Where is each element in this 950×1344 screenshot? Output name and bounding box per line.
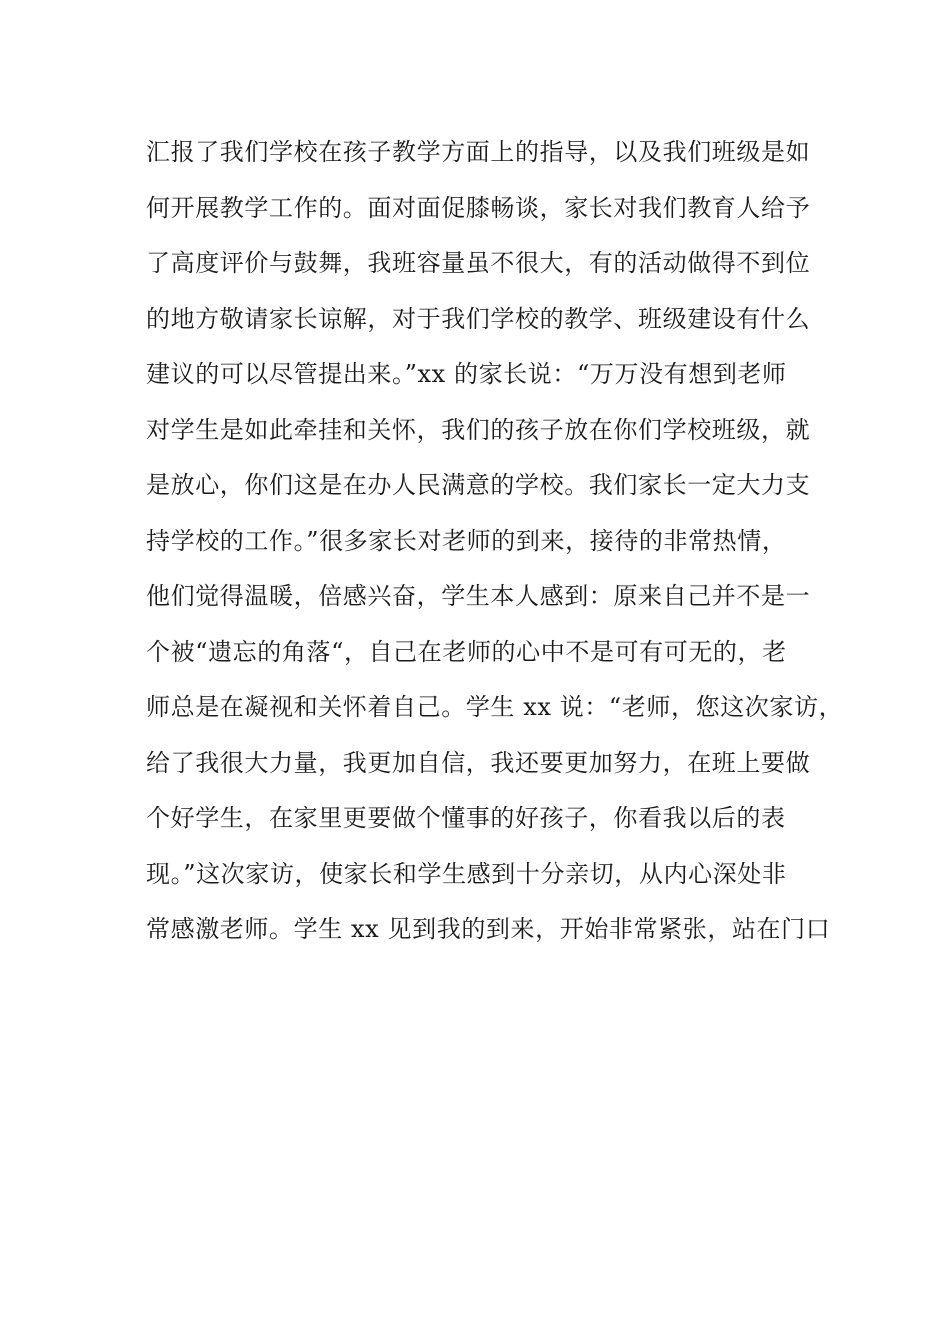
- text-line: 个被“遗忘的角落“，自己在老师的心中不是可有可无的，老: [146, 637, 787, 666]
- text-line: 常感激老师。学生 xx 见到我的到来，开始非常紧张，站在门口: [146, 915, 831, 943]
- text-line: 的地方敬请家长谅解，对于我们学校的教学、班级建设有什么: [146, 304, 811, 333]
- text-line: 建议的可以尽管提出来。”xx 的家长说：“万万没有想到老师: [146, 360, 787, 388]
- body-text: [146, 130, 844, 963]
- text-line: 他们觉得温暖，倍感兴奋，学生本人感到：原来自己并不是一: [146, 582, 811, 610]
- text-line: 师总是在凝视和关怀着自己。学生 xx 说：“老师，您这次家访，: [146, 693, 844, 721]
- text-line: 何开展教学工作的。面对面促膝畅谈，家长对我们教育人给予: [146, 193, 811, 222]
- text-line: 对学生是如此牵挂和关怀，我们的孩子放在你们学校班级，就: [146, 415, 811, 444]
- text-line: 是放心，你们这是在办人民满意的学校。我们家长一定大力支: [146, 471, 811, 499]
- text-line: 持学校的工作。”很多家长对老师的到来，接待的非常热情，: [146, 526, 787, 555]
- text-line: 个好学生，在家里更要做个懂事的好孩子，你看我以后的表: [146, 804, 786, 832]
- text-line: 现。”这次家访，使家长和学生感到十分亲切，从内心深处非: [146, 859, 787, 888]
- text-line: 给了我很大力量，我更加自信，我还要更加努力，在班上要做: [146, 748, 811, 777]
- text-line: 了高度评价与鼓舞，我班容量虽不很大，有的活动做得不到位: [146, 249, 811, 277]
- text-line: 汇报了我们学校在孩子教学方面上的指导，以及我们班级是如: [146, 138, 811, 166]
